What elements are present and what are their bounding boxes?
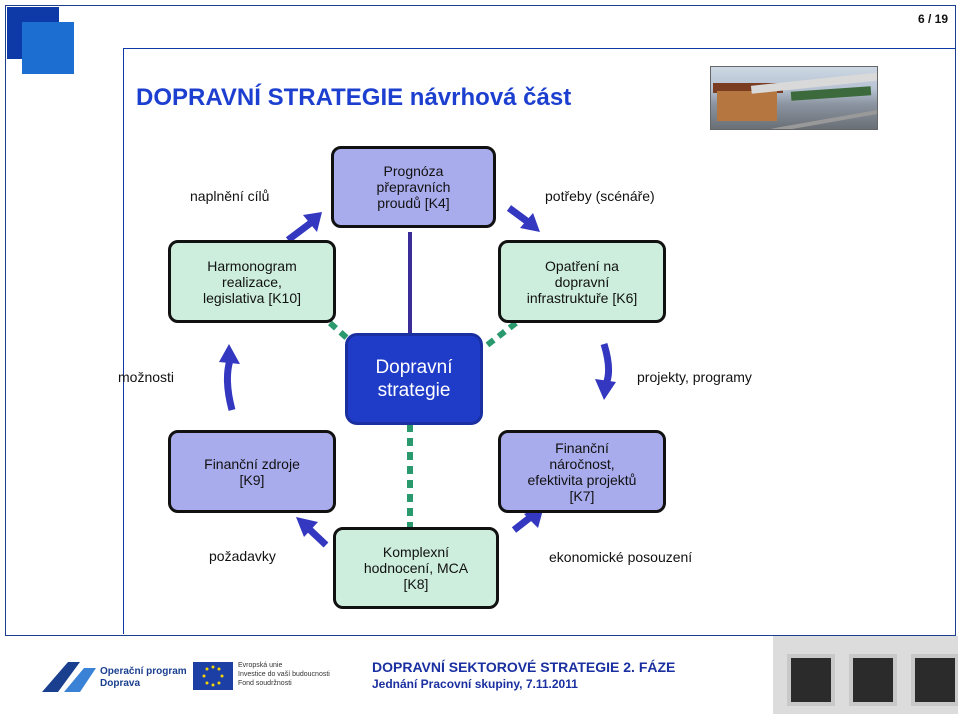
op-line1: Operační program: [100, 666, 187, 677]
eu-line1: Evropská unie: [238, 662, 283, 669]
arrow-down-right: [509, 208, 540, 232]
box-k8-line2: hodnocení, MCA: [363, 560, 469, 576]
box-k7-line2: náročnost,: [549, 455, 615, 472]
arrow-up-mid-left: [219, 344, 240, 410]
eu-flag-icon: [193, 662, 233, 690]
page-number: 6 / 19: [917, 12, 948, 26]
label-potreby: potřeby (scénáře): [545, 188, 655, 204]
center-line1: Dopravní: [375, 357, 453, 378]
footer-title: DOPRAVNÍ SEKTOROVÉ STRATEGIE 2. FÁZE: [372, 659, 676, 675]
box-k4-forecast: [331, 146, 496, 228]
label-naplneni-cilu: naplnění cílů: [190, 188, 270, 204]
box-k10-line2: realizace,: [222, 273, 282, 290]
box-k6-line3: infrastruktuře [K6]: [526, 289, 638, 306]
box-k7-line4: [K7]: [569, 487, 595, 504]
box-k6-measures: [498, 240, 666, 323]
box-k4-line3: proudů [K4]: [377, 195, 450, 211]
box-k10-line1: Harmonogram: [207, 257, 297, 274]
box-k4-line2: přepravních: [376, 179, 451, 195]
loading-docks-photo: [773, 636, 958, 714]
box-k9-line1: Finanční zdroje: [204, 455, 300, 472]
box-k9-line2: [K9]: [239, 471, 265, 488]
box-k8-line1: Komplexní: [382, 544, 450, 560]
box-k7-costs: [498, 430, 666, 513]
footer-subtitle: Jednání Pracovní skupiny, 7.11.2011: [372, 677, 578, 691]
eu-line3: Fond soudržnosti: [238, 680, 292, 687]
box-k7-line1: Finanční: [555, 439, 609, 456]
box-k8-line3: [K8]: [403, 576, 429, 592]
box-k6-line2: dopravní: [554, 273, 610, 290]
box-k4-line1: Prognóza: [383, 163, 444, 179]
label-pozadavky: požadavky: [209, 548, 276, 564]
box-k10-schedule: [168, 240, 336, 323]
arrow-up-left: [288, 212, 322, 240]
eu-line2: Investice do vaší budoucnosti: [238, 671, 330, 678]
eu-logo-text: [238, 661, 330, 688]
box-k10-line3: legislativa [K10]: [202, 289, 302, 306]
op-doprava-logo-text: [100, 666, 187, 690]
arrow-to-k9: [296, 517, 326, 545]
op-line2: Doprava: [100, 678, 141, 689]
spoke-upper-right: [486, 323, 516, 346]
label-moznosti: možnosti: [118, 369, 175, 385]
box-k8-evaluation: [333, 527, 499, 609]
slide-title: DOPRAVNÍ STRATEGIE návrhová část: [136, 84, 572, 111]
label-projekty: projekty, programy: [637, 369, 752, 385]
box-k9-funding: [168, 430, 336, 513]
op-doprava-logo-icon: [40, 658, 98, 694]
box-center-strategy: [345, 333, 483, 425]
box-k6-line1: Opatření na: [545, 257, 619, 274]
center-line2: strategie: [377, 380, 451, 401]
label-ekonomicke: ekonomické posouzení: [549, 549, 693, 565]
box-k7-line3: efektivita projektů: [527, 471, 637, 488]
arrow-down-mid-right: [595, 344, 616, 400]
